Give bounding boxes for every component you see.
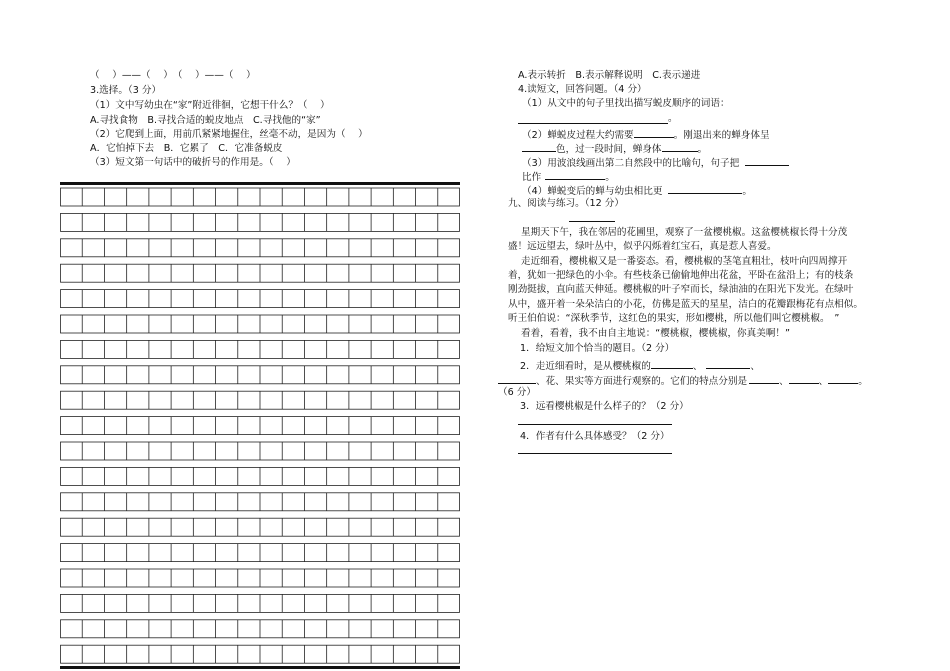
blank-color[interactable] <box>522 141 556 152</box>
passage-p2-l1: 走近细看，樱桃椒又是一番姿态。看，樱桃椒的茎笔直粗壮，枝叶向四周撑开 <box>521 256 848 267</box>
question-4-2-line2 <box>522 141 707 156</box>
reading-question-4: 4．作者有什么具体感受？（2 分） <box>520 431 670 442</box>
blank-duration[interactable] <box>634 127 674 138</box>
blank-metaphor-object[interactable] <box>545 169 605 180</box>
blank-feature-3[interactable] <box>828 373 858 384</box>
reading-question-2-text-a: 2．走近细看时，是从樱桃椒的 <box>520 361 651 372</box>
period: 。 <box>697 144 708 155</box>
question-4-3-text-b: 比作 <box>522 172 542 183</box>
period: 。 <box>668 113 678 124</box>
passage-p2-l4: 从中，盛开着一朵朵洁白的小花，仿佛是蓝天的星星，洁白的花瓣跟梅花有点相似。 <box>508 299 863 310</box>
separator: 、 <box>692 361 703 372</box>
blank-body[interactable] <box>662 141 698 152</box>
blank-feature-2[interactable] <box>789 373 819 384</box>
question-4-title: 4.读短文，回答问题。（4 分） <box>518 84 647 95</box>
reading-question-2-score: （6 分） <box>498 387 536 398</box>
period: 。 <box>858 376 868 387</box>
question-4-2-text-a: （2）蝉蜕皮过程大约需要 <box>522 130 634 141</box>
question-3-3: （3）短文第一句话中的破折号的作用是。（ ） <box>90 157 296 168</box>
reading-question-2-line1 <box>520 358 760 373</box>
blank-feature-1[interactable] <box>749 373 779 384</box>
passage-p3-l1: 看着，看着，我不由自主地说：“樱桃椒，樱桃椒，你真美啊！” <box>521 328 790 339</box>
question-3-1-options: A.寻找食物 B.寻找合适的蜕皮地点 C.寻找他的“家” <box>90 115 321 126</box>
reading-question-2-line2 <box>498 373 868 388</box>
answer-line-4-1[interactable] <box>518 123 668 124</box>
blank-comparison[interactable] <box>668 183 742 194</box>
question-3-2-options: A．它怕掉下去 B．它累了 C．它准备蜕皮 <box>90 143 283 154</box>
passage-p2-l2: 着，犹如一把绿色的小伞。有些枝条已偷偷地伸出花盆，平卧在盆沿上；有的枝条 <box>508 270 854 281</box>
passage-p2-l3: 刚劲挺拔，直向蓝天伸延。樱桃椒的叶子窄而长，绿油油的在阳光下发光。在绿叶 <box>508 284 854 295</box>
section-9-title: 九、阅读与练习。（12 分） <box>508 198 624 209</box>
question-3-3-options: A.表示转折 B.表示解释说明 C.表示递进 <box>518 70 701 81</box>
passage-p1-l1: 星期天下午，我在邻居的花圃里，观察了一盆樱桃椒。这盆樱桃椒长得十分茂 <box>521 227 848 238</box>
question-4-3-line2 <box>522 169 615 184</box>
passage-p1-l2: 盛！远远望去，绿叶丛中，似乎闪烁着红宝石，真是惹人喜爱。 <box>508 241 777 252</box>
question-4-3-text-a: （3）用波浪线画出第二自然段中的比喻句，句子把 <box>522 158 740 169</box>
question-4-2-text-c: 色，过一段时间，蝉身体 <box>556 144 662 155</box>
blank-part-3[interactable] <box>498 373 536 384</box>
grid-bottom-border <box>60 666 460 669</box>
question-4-4 <box>522 183 752 198</box>
passage-p2-l5: 听王伯伯说：“深秋季节，这红色的果实，形如樱桃，所以他们叫它樱桃椒。 ” <box>508 313 840 324</box>
question-3-1: （1）文中写幼虫在“家”附近徘徊，它想干什么？（ ） <box>90 100 330 111</box>
question-4-2-text-b: 。刚退出来的蝉身体呈 <box>673 130 770 141</box>
composition-grid <box>60 182 460 670</box>
question-3-title: 3.选择。（3 分） <box>90 85 162 96</box>
question-3-2: （2）它爬到上面，用前爪紧紧地握住，丝毫不动，是因为（ ） <box>90 129 368 140</box>
reading-question-3: 3．远看樱桃椒是什么样子的？（2 分） <box>520 401 689 412</box>
title-blank-line[interactable] <box>569 221 615 222</box>
blank-part-1[interactable] <box>651 358 693 369</box>
reading-question-2-text-c: 、花、果实等方面进行观察的。它们的特点分别是 <box>536 376 748 387</box>
separator: 、 <box>779 376 789 387</box>
question-4-3-line1 <box>522 155 789 170</box>
reading-question-1: 1．给短文加个恰当的题目。（2 分） <box>520 343 675 354</box>
question-4-2-line1 <box>522 127 770 142</box>
blank-metaphor-subject[interactable] <box>745 155 789 166</box>
period: 。 <box>605 172 615 183</box>
blank-part-2[interactable] <box>706 358 750 369</box>
question-4-4-text: （4）蝉蜕变后的蝉与幼虫相比更 <box>522 186 663 197</box>
period: 。 <box>742 186 753 197</box>
separator: 、 <box>750 361 761 372</box>
answer-pair-line: （ ）——（ ） （ ）——（ ） <box>90 70 256 81</box>
answer-line-4[interactable] <box>518 453 672 454</box>
question-4-1: （1）从文中的句子里找出描写蜕皮顺序的词语： <box>522 98 730 109</box>
separator: 、 <box>818 376 829 387</box>
answer-line-3[interactable] <box>518 424 672 425</box>
